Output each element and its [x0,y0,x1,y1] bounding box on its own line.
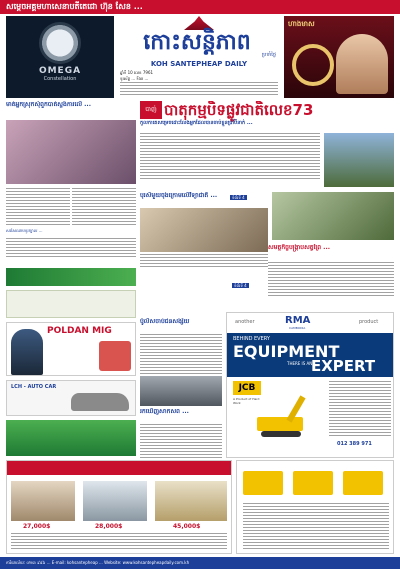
poldan-ad [6,322,136,376]
poldan-brand: POLDAN MIG [47,326,112,336]
lower-story-1 [140,318,222,374]
footer [0,557,400,569]
issue-line: ឆ្នាំទី 10 លេខ 7961 [120,70,154,75]
jewelry-ad [284,16,394,98]
machinery-strip [236,460,394,554]
behind-every: BEHIND EVERY [233,336,270,342]
left-green-band [6,420,136,456]
lower-story-2 [140,408,222,460]
equipment-text: EQUIPMENT [233,342,340,361]
footer-text: ការិយាល័យ: ០២៣ ៩៨៦ ... E-mail: kohsantepheap ... Website: www.kohsantepheapdaily.com.kh [6,560,190,565]
lead-subhead: កូលកាគេសម្រេចដោះលែងអ្នកដែលបានចាប់ខ្លួនប្រាំបីនាក់ ... [140,120,253,126]
mid-page-ref-text: ទំព័រទី 4 [234,283,247,288]
lower-text-1 [140,334,222,374]
left-story2-caption [6,228,136,236]
left-story2-caption-text: សរសៃឈាមខួរក្បាល ... [6,228,43,233]
lead-text [140,133,320,181]
rma-sub: CAMBODIA [289,326,306,330]
left-photo-1 [6,120,136,184]
right-story-text [268,262,394,298]
price-3: 45,000$ [173,523,201,530]
poldan-person [11,329,43,375]
welder-icon [99,341,131,371]
left-story1-headline: មាត់អ្នកស្រុកសុំពួកបាត់ស្ទង់ការលើ ... [6,101,91,108]
rma-ad-text [329,381,391,437]
price-2: 28,000$ [95,523,123,530]
masthead [118,16,280,98]
rma-banner [227,333,394,377]
model-photo [336,34,388,94]
lead-band [140,101,394,131]
mid-story-text [140,254,268,268]
mid-story-headline: បុរសិមួយចុងក្រោមលើវិទ្យាជាតិ ... [140,192,218,199]
masthead-info-lines [120,82,278,96]
top-banner [0,0,400,14]
jewelry-ad-text: ហាងមាស [288,20,315,28]
house-3 [155,481,227,521]
lch-brand: LCH - AUTO CAR [11,384,57,390]
machine-2-icon [293,471,333,495]
lower-photo-1 [140,376,222,406]
price-1: 27,000$ [23,523,51,530]
jcb-tagline: A Product of Hard Work [233,397,260,405]
there-is-an: THERE IS AN [287,361,313,366]
left-text-2 [72,188,136,226]
paper-title-en: KOH SANTEPHEAP DAILY [150,60,248,68]
rma-another: another [235,319,255,325]
lead-kicker: បាញ់ [140,101,162,119]
right-story-headline: សមត្ថកិច្ចបង្ក្រាបសត្វព្រៃ ... [268,244,331,251]
lower-headline-1: ប៉ូលីសចាប់ជនសង្ស័យ [140,318,190,325]
temple-logo-icon [184,16,214,30]
watch-caption: Constellation [43,76,77,82]
contact-line: ទូរស័ព្ទ ... Fax ... [120,76,149,81]
rma-product: product [359,319,379,325]
left-text-1 [6,188,70,226]
jcb-logo: JCB [233,381,261,395]
left-small-ad [6,290,136,318]
car-icon [71,393,129,411]
machine-3-icon [343,471,383,495]
lead-headline: បាតុកម្មបិទផ្លូវជាតិលេខ73 [164,101,314,119]
excavator-icon [257,389,327,439]
green-ad [6,268,136,286]
real-estate-ad [6,460,232,554]
mid-story [140,192,268,272]
paper-title: កោះសន្តិភាព [143,30,251,55]
lch-ad [6,380,136,416]
house-1 [11,481,75,521]
mid-page-ref [232,272,249,291]
watch-brand: OMEGA [38,66,82,76]
right-story [268,244,394,304]
real-estate-header [7,461,232,475]
top-banner-text: សម្តេចអគ្គមហាសេនាបតីតេជោ ហ៊ុន សែន ... [6,2,143,11]
watch-icon [39,22,81,64]
mid-photo [140,208,268,252]
watch-ad [6,16,114,98]
left-text-3 [6,238,136,258]
house-2 [83,481,147,521]
real-estate-text [11,533,227,551]
left-top-headline [6,101,136,117]
lower-text-2 [140,424,222,458]
machinery-text [243,503,389,549]
rma-ad [226,312,394,458]
rma-logo: RMA [285,315,311,326]
expert-text: EXPERT [311,357,376,375]
machine-1-icon [243,471,283,495]
ring-icon [292,44,334,86]
lead-page-ref-text: ទំព័រទី 4 [232,195,245,200]
paper-subtitle: ប្រចាំថ្ងៃ [261,52,276,58]
lower-headline-2: រកឃើញសាកសព ... [140,408,189,415]
right-photo [272,192,394,240]
lead-photo [324,133,394,187]
rma-phone: 012 389 971 [337,441,372,447]
